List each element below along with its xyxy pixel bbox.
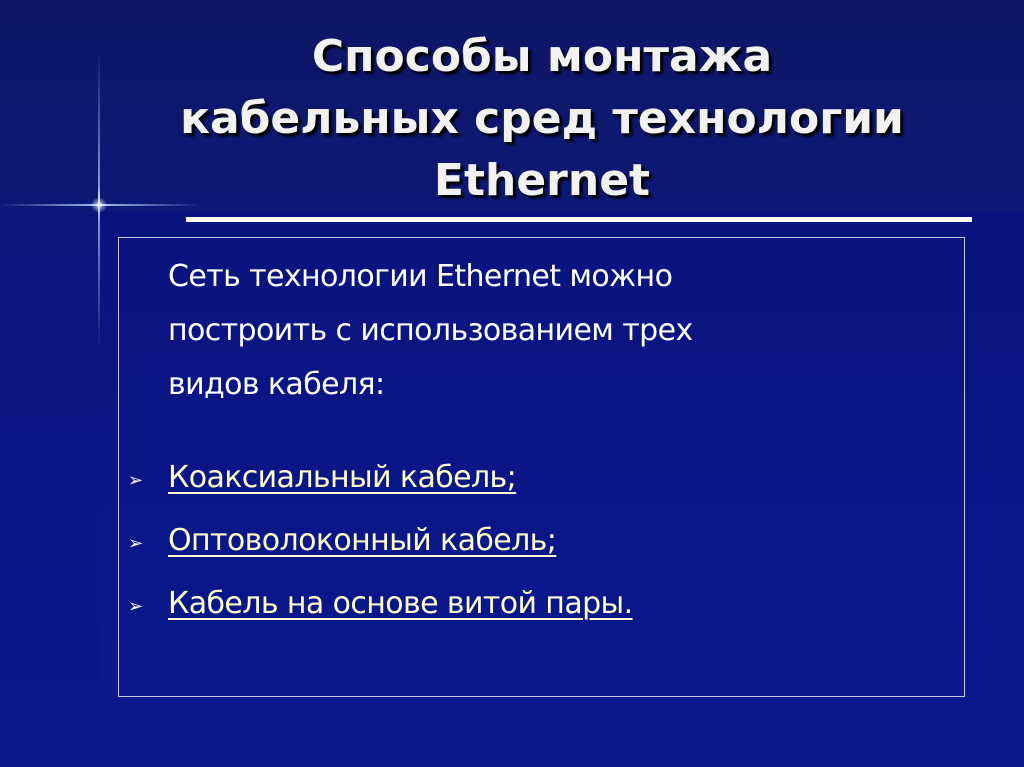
link-coaxial-cable[interactable]: Коаксиальный кабель; (168, 460, 517, 495)
arrow-right-icon: ➢ (128, 533, 144, 554)
list-item-coaxial (128, 447, 948, 510)
title-line-1: Способы монтажа (311, 31, 773, 82)
list-item-twisted-pair (128, 573, 948, 636)
cable-type-list (128, 447, 948, 636)
intro-line-1: Сеть технологии Ethernet можно (168, 259, 673, 294)
link-fiber-optic-cable[interactable]: Оптоволоконный кабель; (168, 523, 557, 558)
title-line-2: кабельных сред технологии (180, 93, 904, 144)
list-item-fiber (128, 510, 948, 573)
intro-line-2: построить с использованием трех (168, 313, 693, 348)
title-underline-rule (186, 217, 972, 222)
arrow-right-icon: ➢ (128, 470, 144, 491)
arrow-right-icon: ➢ (128, 596, 144, 617)
title-line-3: Ethernet (433, 155, 651, 206)
intro-paragraph (168, 250, 908, 412)
link-twisted-pair-cable[interactable]: Кабель на основе витой пары. (168, 586, 633, 621)
slide-title (100, 26, 984, 212)
intro-line-3: видов кабеля: (168, 367, 385, 402)
